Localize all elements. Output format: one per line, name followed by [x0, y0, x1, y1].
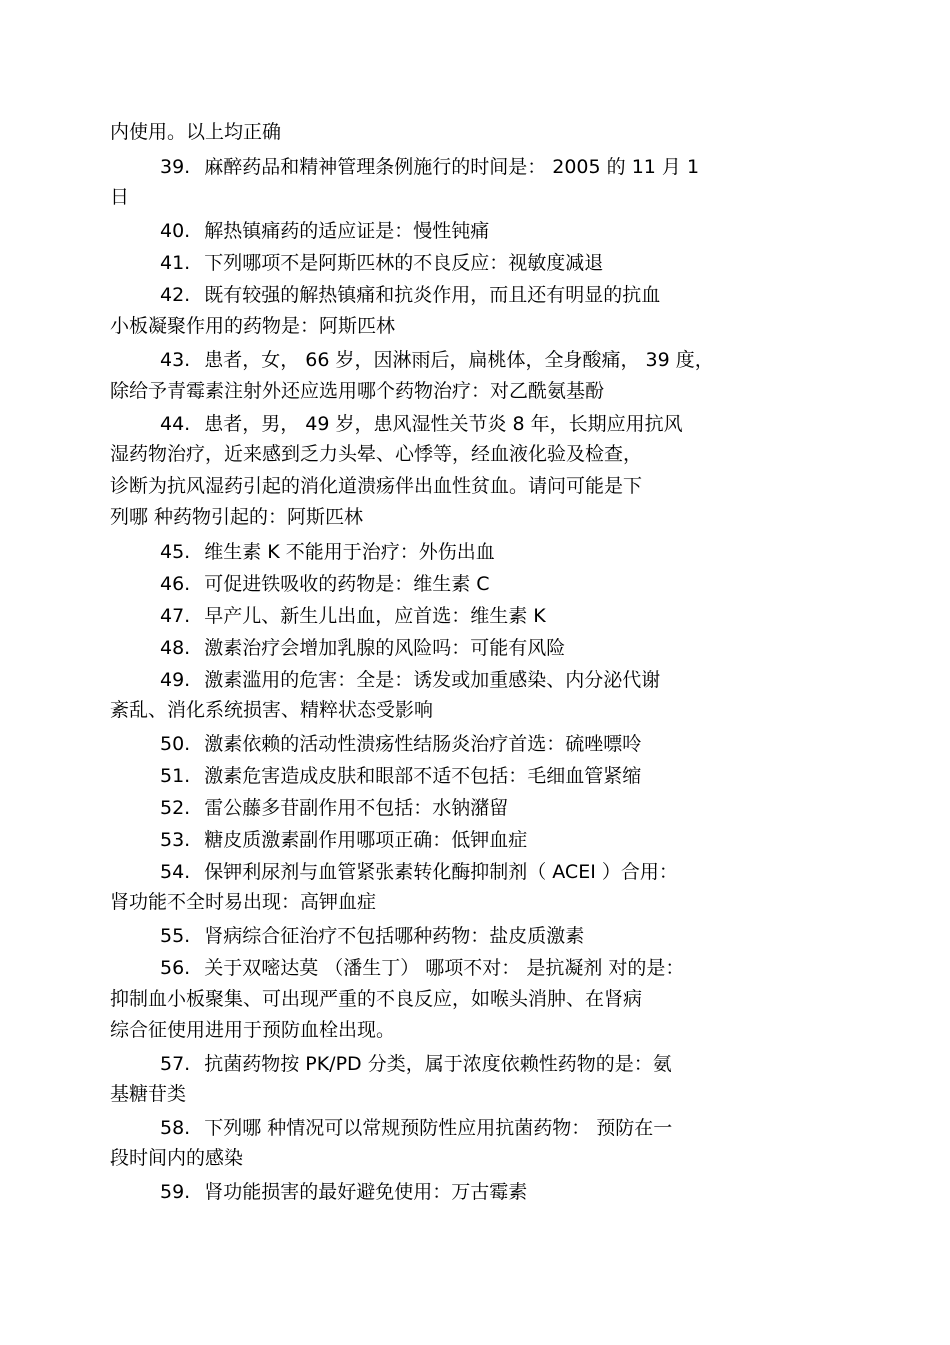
- item-number: 48.: [160, 637, 191, 659]
- item-number: 39.: [160, 156, 191, 178]
- text-line: [110, 442, 642, 468]
- item-number: 44.: [160, 413, 191, 435]
- numbered-item-line: [160, 155, 699, 181]
- item-text: 综合征使用进用于预防血栓出现。: [110, 1019, 396, 1041]
- item-text: 抑制血小板聚集、可出现严重的不良反应，如喉头消肿、在肾病: [110, 988, 643, 1010]
- item-number: 51.: [160, 765, 191, 787]
- numbered-item-line: [160, 860, 678, 886]
- numbered-item-line: [160, 924, 584, 950]
- numbered-item-line: [160, 219, 489, 245]
- item-number: 42.: [160, 284, 191, 306]
- item-number: 41.: [160, 252, 191, 274]
- numbered-item-line: [160, 828, 527, 854]
- item-text: 维生素 K 不能用于治疗：外伤出血: [204, 541, 495, 563]
- item-text: 可促进铁吸收的药物是：维生素 C: [204, 573, 490, 595]
- item-text: 除给予青霉素注射外还应选用哪个药物治疗：对乙酰氨基酚: [110, 380, 605, 402]
- item-text: 诊断为抗风湿药引起的消化道溃疡伴出血性贫血。请问可能是下: [110, 475, 643, 497]
- item-number: 40.: [160, 220, 191, 242]
- item-number: 57.: [160, 1053, 191, 1075]
- item-text: 肾功能不全时易出现：高钾血症: [110, 891, 377, 913]
- item-number: 46.: [160, 573, 191, 595]
- text-line: [110, 1018, 395, 1044]
- item-text: 内使用。以上均正确: [110, 121, 282, 143]
- numbered-item-line: [160, 956, 684, 982]
- item-text: 肾功能损害的最好避免使用：万古霉素: [204, 1181, 528, 1203]
- item-number: 45.: [160, 541, 191, 563]
- item-text: 湿药物治疗，近来感到乏力头晕、心悸等，经血液化验及检查，: [110, 443, 643, 465]
- text-line: [110, 120, 281, 146]
- numbered-item-line: [160, 251, 603, 277]
- item-text: 患者，女， 66 岁，因淋雨后，扁桃体，全身酸痛， 39 度，: [204, 349, 714, 371]
- item-text: 既有较强的解热镇痛和抗炎作用，而且还有明显的抗血: [204, 284, 661, 306]
- numbered-item-line: [160, 348, 714, 374]
- item-number: 43.: [160, 349, 191, 371]
- item-number: 53.: [160, 829, 191, 851]
- item-number: 58.: [160, 1117, 191, 1139]
- text-line: [110, 505, 363, 531]
- numbered-item-line: [160, 604, 546, 630]
- item-text: 列哪 种药物引起的：阿斯匹林: [110, 506, 364, 528]
- item-text: 激素依赖的活动性溃疡性结肠炎治疗首选：硫唑嘌呤: [204, 733, 642, 755]
- numbered-item-line: [160, 412, 683, 438]
- item-number: 49.: [160, 669, 191, 691]
- numbered-item-line: [160, 668, 660, 694]
- item-text: 保钾利尿剂与血管紧张素转化酶抑制剂（ ACEI ）合用：: [204, 861, 678, 883]
- numbered-item-line: [160, 636, 565, 662]
- text-line: [110, 987, 642, 1013]
- item-number: 56.: [160, 957, 191, 979]
- text-line: [110, 698, 433, 724]
- item-text: 激素危害造成皮肤和眼部不适不包括：毛细血管紧缩: [204, 765, 642, 787]
- item-text: 基糖苷类: [110, 1083, 187, 1105]
- item-text: 紊乱、消化系统损害、精粹状态受影响: [110, 699, 434, 721]
- numbered-item-line: [160, 572, 490, 598]
- item-text: 抗菌药物按 PK/PD 分类，属于浓度依赖性药物的是：氨: [204, 1053, 672, 1075]
- item-text: 日: [110, 186, 130, 208]
- item-text: 段时间内的感染: [110, 1147, 244, 1169]
- numbered-item-line: [160, 1052, 672, 1078]
- item-text: 激素滥用的危害：全是：诱发或加重感染、内分泌代谢: [204, 669, 661, 691]
- text-line: [110, 1082, 186, 1108]
- item-text: 下列哪项不是阿斯匹林的不良反应：视敏度减退: [204, 252, 604, 274]
- text-line: [110, 890, 376, 916]
- item-text: 肾病综合征治疗不包括哪种药物：盐皮质激素: [204, 925, 585, 947]
- numbered-item-line: [160, 796, 508, 822]
- item-number: 50.: [160, 733, 191, 755]
- text-line: [110, 379, 604, 405]
- item-text: 患者，男， 49 岁，患风湿性关节炎 8 年，长期应用抗风: [204, 413, 683, 435]
- item-number: 54.: [160, 861, 191, 883]
- item-text: 激素治疗会增加乳腺的风险吗：可能有风险: [204, 637, 566, 659]
- item-text: 关于双嘧达莫 （潘生丁） 哪项不对： 是抗凝剂 对的是：: [204, 957, 685, 979]
- numbered-item-line: [160, 283, 660, 309]
- text-line: [110, 185, 129, 211]
- numbered-item-line: [160, 540, 495, 566]
- item-text: 早产儿、新生儿出血，应首选：维生素 K: [204, 605, 546, 627]
- item-number: 59.: [160, 1181, 191, 1203]
- text-line: [110, 1146, 243, 1172]
- text-line: [110, 314, 395, 340]
- numbered-item-line: [160, 732, 641, 758]
- item-number: 47.: [160, 605, 191, 627]
- item-text: 雷公藤多苷副作用不包括：水钠潴留: [204, 797, 509, 819]
- numbered-item-line: [160, 1180, 527, 1206]
- item-number: 55.: [160, 925, 191, 947]
- numbered-item-line: [160, 764, 641, 790]
- item-text: 麻醉药品和精神管理条例施行的时间是： 2005 的 11 月 1: [204, 156, 700, 178]
- item-text: 下列哪 种情况可以常规预防性应用抗菌药物： 预防在一: [204, 1117, 673, 1139]
- item-text: 解热镇痛药的适应证是：慢性钝痛: [204, 220, 490, 242]
- numbered-item-line: [160, 1116, 672, 1142]
- item-text: 糖皮质激素副作用哪项正确：低钾血症: [204, 829, 528, 851]
- item-text: 小板凝聚作用的药物是：阿斯匹林: [110, 315, 396, 337]
- item-number: 52.: [160, 797, 191, 819]
- text-line: [110, 474, 642, 500]
